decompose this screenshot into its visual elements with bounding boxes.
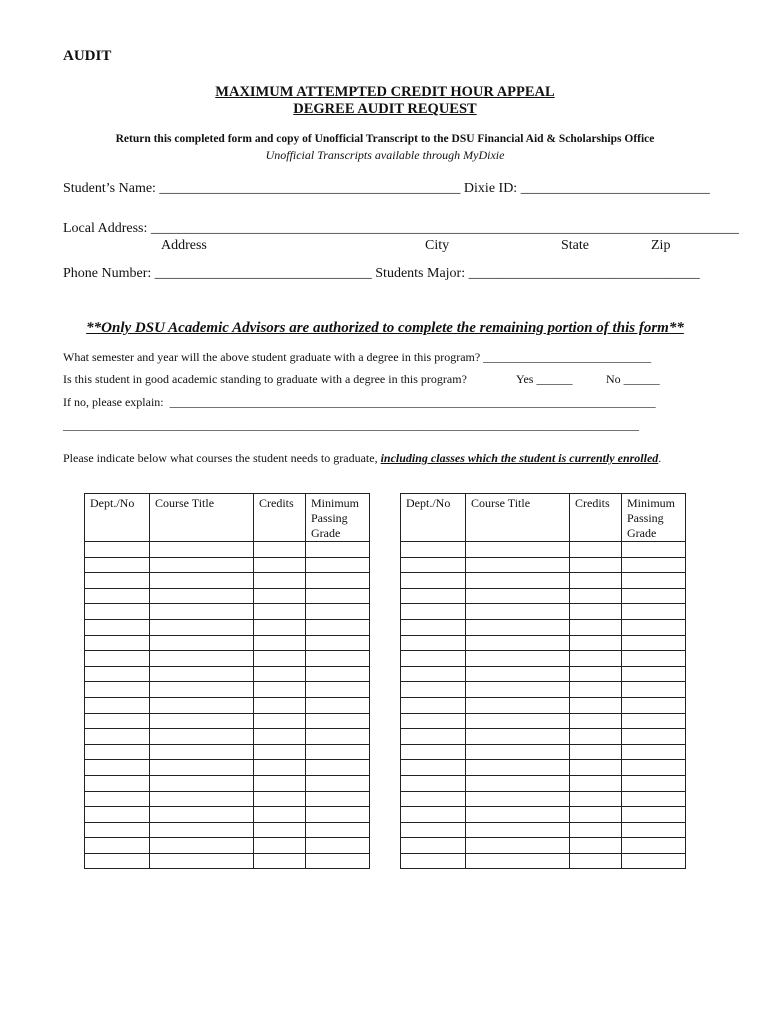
table-row	[85, 573, 370, 589]
credits-cell[interactable]	[570, 822, 622, 838]
dept-cell[interactable]	[401, 807, 466, 823]
course-title-cell[interactable]	[150, 822, 254, 838]
dept-cell[interactable]	[401, 713, 466, 729]
course-title-cell[interactable]	[150, 557, 254, 573]
minimum-grade-header	[306, 494, 370, 542]
form-subtitle: DEGREE AUDIT REQUEST	[293, 101, 477, 117]
credits-cell[interactable]	[570, 775, 622, 791]
minimum-grade-cell[interactable]	[622, 713, 686, 729]
dept-cell[interactable]	[85, 744, 150, 760]
minimum-grade-header	[622, 494, 686, 542]
courses-prefix: Please indicate below what courses the student needs to graduate,	[63, 451, 381, 465]
credits-cell[interactable]	[570, 651, 622, 667]
minimum-grade-cell[interactable]	[622, 635, 686, 651]
minimum-grade-cell[interactable]	[622, 604, 686, 620]
course-title-cell[interactable]	[150, 604, 254, 620]
minimum-grade-cell[interactable]	[306, 588, 370, 604]
credits-cell[interactable]	[570, 760, 622, 776]
course-title-cell[interactable]	[466, 838, 570, 854]
minimum-grade-header-line3: Grade	[627, 526, 657, 540]
table-row	[401, 588, 686, 604]
yes-option[interactable]: Yes ______	[516, 372, 573, 386]
dept-cell[interactable]	[401, 729, 466, 745]
form-title: MAXIMUM ATTEMPTED CREDIT HOUR APPEAL	[215, 84, 555, 100]
table-row	[85, 635, 370, 651]
table-row	[401, 791, 686, 807]
table-row	[85, 807, 370, 823]
course-title-cell[interactable]	[150, 682, 254, 698]
minimum-grade-cell[interactable]	[306, 697, 370, 713]
dept-cell[interactable]	[401, 791, 466, 807]
credits-cell[interactable]	[570, 619, 622, 635]
dept-cell[interactable]	[401, 853, 466, 869]
table-row	[85, 791, 370, 807]
dept-cell[interactable]	[401, 619, 466, 635]
dept-cell[interactable]	[401, 775, 466, 791]
course-title-header: Course Title	[150, 494, 254, 542]
credits-cell[interactable]	[254, 697, 306, 713]
credits-cell[interactable]	[570, 557, 622, 573]
course-title-cell[interactable]	[150, 542, 254, 558]
credits-cell[interactable]	[570, 588, 622, 604]
minimum-grade-header-line3: Grade	[311, 526, 341, 540]
dept-cell[interactable]	[401, 760, 466, 776]
credits-cell[interactable]	[570, 713, 622, 729]
course-title-cell[interactable]	[466, 697, 570, 713]
minimum-grade-cell[interactable]	[622, 619, 686, 635]
table-row	[401, 651, 686, 667]
course-title-cell[interactable]	[150, 807, 254, 823]
dept-header: Dept./No	[401, 494, 466, 542]
dept-cell[interactable]	[401, 822, 466, 838]
credits-cell[interactable]	[570, 729, 622, 745]
credits-cell[interactable]	[254, 713, 306, 729]
course-title-cell[interactable]	[150, 729, 254, 745]
address-label: Address	[161, 238, 207, 253]
table-row	[401, 573, 686, 589]
table-row	[401, 557, 686, 573]
course-title-cell[interactable]	[466, 557, 570, 573]
table-row	[85, 729, 370, 745]
course-title-cell[interactable]	[466, 791, 570, 807]
minimum-grade-cell[interactable]	[306, 635, 370, 651]
course-title-cell[interactable]	[466, 760, 570, 776]
dept-cell[interactable]	[85, 619, 150, 635]
course-title-cell[interactable]	[150, 697, 254, 713]
minimum-grade-cell[interactable]	[306, 604, 370, 620]
explain-field-line2[interactable]: ________________________________________________________________________________________________	[63, 418, 639, 432]
minimum-grade-cell[interactable]	[306, 807, 370, 823]
credits-cell[interactable]	[570, 791, 622, 807]
credits-cell[interactable]	[254, 838, 306, 854]
table-header-row	[85, 494, 370, 542]
dept-cell[interactable]	[85, 729, 150, 745]
credits-cell[interactable]	[254, 775, 306, 791]
credits-cell[interactable]	[570, 682, 622, 698]
course-title-cell[interactable]	[150, 760, 254, 776]
dept-cell[interactable]	[85, 573, 150, 589]
course-title-cell[interactable]	[150, 791, 254, 807]
minimum-grade-cell[interactable]	[306, 651, 370, 667]
dept-cell[interactable]	[401, 557, 466, 573]
dept-cell[interactable]	[401, 666, 466, 682]
credits-cell[interactable]	[570, 666, 622, 682]
table-row	[401, 619, 686, 635]
courses-table-left	[84, 493, 370, 869]
table-row	[401, 807, 686, 823]
credits-cell[interactable]	[570, 635, 622, 651]
course-title-header: Course Title	[466, 494, 570, 542]
minimum-grade-cell[interactable]	[306, 791, 370, 807]
credits-cell[interactable]	[254, 573, 306, 589]
credits-cell[interactable]	[254, 682, 306, 698]
course-title-cell[interactable]	[466, 542, 570, 558]
credits-cell[interactable]	[570, 807, 622, 823]
no-option[interactable]: No ______	[606, 372, 660, 386]
course-title-cell[interactable]	[466, 807, 570, 823]
minimum-grade-cell[interactable]	[306, 760, 370, 776]
course-title-cell[interactable]	[466, 729, 570, 745]
course-title-cell[interactable]	[150, 838, 254, 854]
courses-suffix: .	[658, 451, 662, 465]
credits-cell[interactable]	[254, 807, 306, 823]
credits-cell[interactable]	[570, 853, 622, 869]
dept-cell[interactable]	[85, 588, 150, 604]
local-address-field[interactable]: Local Address: ____________________________________________________________________________________	[63, 221, 739, 236]
minimum-grade-cell[interactable]	[306, 775, 370, 791]
table-row	[401, 713, 686, 729]
explain-field[interactable]: If no, please explain: _________________________________________________________________________________	[63, 395, 656, 409]
minimum-grade-cell[interactable]	[306, 853, 370, 869]
table-row	[85, 697, 370, 713]
course-title-cell[interactable]	[150, 744, 254, 760]
advisor-notice: **Only DSU Academic Advisors are authorized to complete the remaining portion of this form**	[86, 320, 684, 336]
minimum-grade-cell[interactable]	[622, 838, 686, 854]
minimum-grade-cell[interactable]	[306, 744, 370, 760]
table-row	[85, 853, 370, 869]
dept-cell[interactable]	[401, 573, 466, 589]
table-row	[85, 557, 370, 573]
dept-cell[interactable]	[85, 651, 150, 667]
course-title-cell[interactable]	[466, 604, 570, 620]
dept-cell[interactable]	[85, 682, 150, 698]
credits-cell[interactable]	[254, 542, 306, 558]
dept-cell[interactable]	[401, 682, 466, 698]
credits-cell[interactable]	[254, 604, 306, 620]
state-label: State	[561, 238, 589, 253]
courses-emphasis: including classes which the student is currently enrolled	[380, 451, 659, 465]
dept-header: Dept./No	[85, 494, 150, 542]
zip-label: Zip	[651, 238, 671, 253]
course-title-cell[interactable]	[150, 573, 254, 589]
student-name-id-field[interactable]: Student’s Name: ___________________________________________ Dixie ID: ___________________________	[63, 181, 710, 196]
minimum-grade-cell[interactable]	[306, 822, 370, 838]
minimum-grade-cell[interactable]	[622, 651, 686, 667]
academic-standing-question: Is this student in good academic standing to graduate with a degree in this program?	[63, 372, 467, 386]
table-row	[85, 666, 370, 682]
dept-cell[interactable]	[85, 775, 150, 791]
return-instruction: Return this completed form and copy of Unofficial Transcript to the DSU Financial Aid & Scholarships Office	[115, 133, 655, 145]
course-title-cell[interactable]	[466, 666, 570, 682]
minimum-grade-cell[interactable]	[622, 791, 686, 807]
dept-cell[interactable]	[85, 666, 150, 682]
credits-cell[interactable]	[254, 557, 306, 573]
minimum-grade-cell[interactable]	[306, 573, 370, 589]
course-title-cell[interactable]	[466, 853, 570, 869]
course-title-cell[interactable]	[466, 682, 570, 698]
table-row	[401, 682, 686, 698]
dept-cell[interactable]	[401, 604, 466, 620]
dept-cell[interactable]	[401, 651, 466, 667]
table-row	[85, 744, 370, 760]
dept-cell[interactable]	[401, 588, 466, 604]
table-row	[401, 838, 686, 854]
table-row	[401, 604, 686, 620]
credits-cell[interactable]	[254, 666, 306, 682]
minimum-grade-cell[interactable]	[622, 697, 686, 713]
table-row	[401, 760, 686, 776]
form-code: AUDIT	[63, 48, 112, 64]
minimum-grade-cell[interactable]	[306, 682, 370, 698]
table-row	[401, 697, 686, 713]
course-title-cell[interactable]	[466, 713, 570, 729]
courses-table-right	[400, 493, 686, 869]
phone-major-field[interactable]: Phone Number: _______________________________ Students Major: _________________________________	[63, 266, 700, 281]
minimum-grade-cell[interactable]	[622, 744, 686, 760]
minimum-grade-cell[interactable]	[622, 822, 686, 838]
dept-cell[interactable]	[401, 838, 466, 854]
course-title-cell[interactable]	[466, 822, 570, 838]
credits-cell[interactable]	[254, 760, 306, 776]
credits-cell[interactable]	[254, 651, 306, 667]
course-title-cell[interactable]	[466, 588, 570, 604]
course-title-cell[interactable]	[150, 775, 254, 791]
table-row	[401, 635, 686, 651]
table-row	[401, 775, 686, 791]
credits-cell[interactable]	[570, 573, 622, 589]
table-row	[401, 744, 686, 760]
table-row	[85, 760, 370, 776]
table-row	[85, 682, 370, 698]
course-title-cell[interactable]	[150, 713, 254, 729]
course-title-cell[interactable]	[466, 619, 570, 635]
minimum-grade-header-line2: Passing	[627, 511, 664, 525]
course-title-cell[interactable]	[150, 619, 254, 635]
minimum-grade-cell[interactable]	[306, 619, 370, 635]
course-title-cell[interactable]	[150, 853, 254, 869]
table-header-row	[401, 494, 686, 542]
table-row	[401, 666, 686, 682]
minimum-grade-cell[interactable]	[306, 729, 370, 745]
credits-cell[interactable]	[254, 635, 306, 651]
minimum-grade-cell[interactable]	[622, 557, 686, 573]
table-row	[85, 604, 370, 620]
minimum-grade-cell[interactable]	[622, 573, 686, 589]
minimum-grade-cell[interactable]	[622, 853, 686, 869]
table-row	[401, 853, 686, 869]
course-title-cell[interactable]	[150, 588, 254, 604]
dept-cell[interactable]	[85, 822, 150, 838]
credits-cell[interactable]	[254, 791, 306, 807]
minimum-grade-cell[interactable]	[306, 557, 370, 573]
course-title-cell[interactable]	[466, 635, 570, 651]
table-row	[401, 822, 686, 838]
dept-cell[interactable]	[85, 791, 150, 807]
credits-cell[interactable]	[570, 542, 622, 558]
minimum-grade-header-line1: Minimum	[627, 496, 676, 510]
table-row	[85, 619, 370, 635]
minimum-grade-cell[interactable]	[622, 542, 686, 558]
table-row	[85, 588, 370, 604]
credits-cell[interactable]	[570, 697, 622, 713]
dept-cell[interactable]	[85, 635, 150, 651]
course-title-cell[interactable]	[466, 775, 570, 791]
dept-cell[interactable]	[85, 542, 150, 558]
credits-cell[interactable]	[254, 588, 306, 604]
dept-cell[interactable]	[85, 713, 150, 729]
city-label: City	[425, 238, 450, 253]
table-row	[85, 822, 370, 838]
minimum-grade-cell[interactable]	[306, 666, 370, 682]
minimum-grade-cell[interactable]	[306, 542, 370, 558]
minimum-grade-cell[interactable]	[622, 729, 686, 745]
minimum-grade-cell[interactable]	[622, 760, 686, 776]
dept-cell[interactable]	[85, 760, 150, 776]
course-title-cell[interactable]	[466, 573, 570, 589]
dept-cell[interactable]	[85, 604, 150, 620]
table-row	[85, 713, 370, 729]
graduation-semester-question[interactable]: What semester and year will the above student graduate with a degree in this program? ____________________________	[63, 350, 652, 364]
credits-cell[interactable]	[254, 822, 306, 838]
dept-cell[interactable]	[401, 697, 466, 713]
course-title-cell[interactable]	[466, 651, 570, 667]
dept-cell[interactable]	[85, 807, 150, 823]
course-title-cell[interactable]	[150, 666, 254, 682]
credits-header: Credits	[254, 494, 306, 542]
dept-cell[interactable]	[401, 542, 466, 558]
credits-cell[interactable]	[570, 838, 622, 854]
table-row	[85, 651, 370, 667]
credits-cell[interactable]	[254, 853, 306, 869]
minimum-grade-cell[interactable]	[622, 775, 686, 791]
table-row	[85, 838, 370, 854]
course-title-cell[interactable]	[150, 651, 254, 667]
transcript-note: Unofficial Transcripts available through MyDixie	[265, 148, 505, 162]
dept-cell[interactable]	[85, 557, 150, 573]
minimum-grade-cell[interactable]	[622, 807, 686, 823]
course-title-cell[interactable]	[466, 744, 570, 760]
minimum-grade-cell[interactable]	[306, 713, 370, 729]
dept-cell[interactable]	[85, 853, 150, 869]
courses-instruction	[63, 451, 661, 466]
credits-header: Credits	[570, 494, 622, 542]
dept-cell[interactable]	[401, 635, 466, 651]
credits-cell[interactable]	[570, 604, 622, 620]
dept-cell[interactable]	[85, 697, 150, 713]
dept-cell[interactable]	[85, 838, 150, 854]
minimum-grade-header-line1: Minimum	[311, 496, 360, 510]
credits-cell[interactable]	[254, 729, 306, 745]
minimum-grade-cell[interactable]	[622, 682, 686, 698]
minimum-grade-cell[interactable]	[622, 666, 686, 682]
dept-cell[interactable]	[401, 744, 466, 760]
credits-cell[interactable]	[570, 744, 622, 760]
minimum-grade-cell[interactable]	[306, 838, 370, 854]
credits-cell[interactable]	[254, 619, 306, 635]
table-row	[85, 542, 370, 558]
credits-cell[interactable]	[254, 744, 306, 760]
minimum-grade-cell[interactable]	[622, 588, 686, 604]
table-row	[401, 542, 686, 558]
course-title-cell[interactable]	[150, 635, 254, 651]
table-row	[85, 775, 370, 791]
minimum-grade-header-line2: Passing	[311, 511, 348, 525]
table-row	[401, 729, 686, 745]
